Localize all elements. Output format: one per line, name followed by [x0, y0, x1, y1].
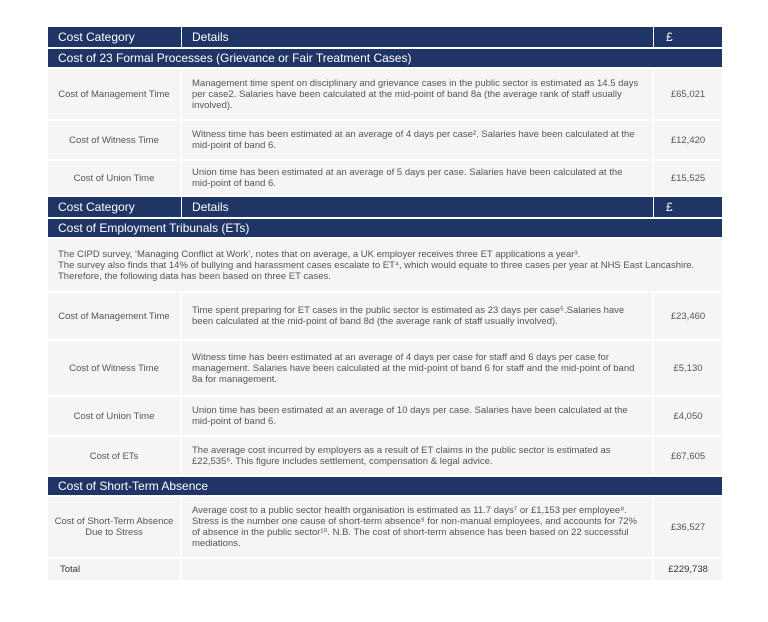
section-title: Cost of Employment Tribunals (ETs) [48, 219, 722, 239]
table-row [48, 69, 722, 121]
cost-table [48, 27, 722, 580]
header-currency: £ [666, 200, 673, 214]
section-title: Cost of Short-Term Absence [48, 477, 722, 497]
table-header [48, 197, 722, 219]
row-value: £67,605 [670, 450, 706, 462]
row-details: Union time has been estimated at an average of 10 days per case. Salaries have been calculated at the mid-point of band 6. [182, 397, 654, 435]
table-row [48, 437, 722, 477]
table-header [48, 27, 722, 49]
total-row [48, 559, 722, 580]
row-category: Cost of Management Time [48, 69, 182, 119]
row-category: Cost of Short-Term Absence Due to Stress [48, 497, 182, 557]
section-title: Cost of 23 Formal Processes (Grievance or Fair Treatment Cases) [48, 49, 722, 69]
row-value: £15,525 [670, 172, 706, 184]
header-details: Details [182, 197, 654, 217]
row-details: The average cost incurred by employers as a result of ET claims in the public sector is estimated as £22,535⁶. This figure includes settlement, compensation & legal advice. [182, 437, 654, 475]
total-spacer [182, 559, 655, 580]
row-details: Time spent preparing for ET cases in the public sector is estimated as 23 days per case⁵.Salaries have been calculated at the mid-point of band 8d (the average rank of staff usually involved). [182, 293, 654, 339]
row-details: Witness time has been estimated at an average of 4 days per case for staff and 6 days per case for management. Salaries have been calculated at the mid-point of band 6 for staff and the mid-point of band 8a for management. [182, 341, 654, 395]
row-details: Union time has been estimated at an average of 5 days per case. Salaries have been calculated at the mid-point of band 6. [182, 161, 654, 195]
header-currency: £ [666, 30, 673, 44]
table-row [48, 161, 722, 197]
table-row [48, 341, 722, 397]
section-note [48, 239, 722, 293]
total-label: Total [48, 559, 182, 580]
table-row [48, 397, 722, 437]
table-row [48, 497, 722, 559]
row-details: Management time spent on disciplinary and grievance cases in the public sector is estimated as 14.5 days per case2. Salaries have been calculated at the mid-point of band 8a (the average rank of staff usually involved). [182, 69, 654, 119]
row-category: Cost of Management Time [48, 293, 182, 339]
note-line: The CIPD survey, ‘Managing Conflict at Work’, notes that on average, a UK employer receives three ET applications a year³. [58, 248, 581, 260]
row-value: £12,420 [670, 134, 706, 146]
row-category: Cost of Witness Time [48, 121, 182, 159]
note-line: The survey also finds that 14% of bullying and harassment cases escalate to ET⁴, which would equate to three cases per year at NHS East Lancashire. Therefore, the following data has been based on three ET cases. [58, 259, 695, 282]
table-row [48, 293, 722, 341]
header-category: Cost Category [48, 27, 182, 47]
row-category: Cost of Witness Time [48, 341, 182, 395]
row-value: £5,130 [673, 362, 703, 374]
row-value: £4,050 [673, 410, 703, 422]
row-category: Cost of ETs [48, 437, 182, 475]
row-value: £36,527 [670, 521, 706, 533]
row-value: £65,021 [670, 88, 706, 100]
row-category: Cost of Union Time [48, 397, 182, 435]
row-value: £23,460 [670, 310, 706, 322]
row-details: Average cost to a public sector health organisation is estimated as 11.7 days⁷ or £1,153 per employee⁸. Stress is the number one cause of short-term absence⁹ for non-manual employees, and accounts for 72% of absence in the public sector¹⁰. N.B. The cost of short-term absence has been based on 22 successful mediations. [182, 497, 654, 557]
row-details: Witness time has been estimated at an average of 4 days per case². Salaries have been calculated at the mid-point of band 6. [182, 121, 654, 159]
total-value: £229,738 [668, 564, 708, 575]
header-details: Details [182, 27, 654, 47]
table-row [48, 121, 722, 161]
header-category: Cost Category [48, 197, 182, 217]
row-category: Cost of Union Time [48, 161, 182, 195]
